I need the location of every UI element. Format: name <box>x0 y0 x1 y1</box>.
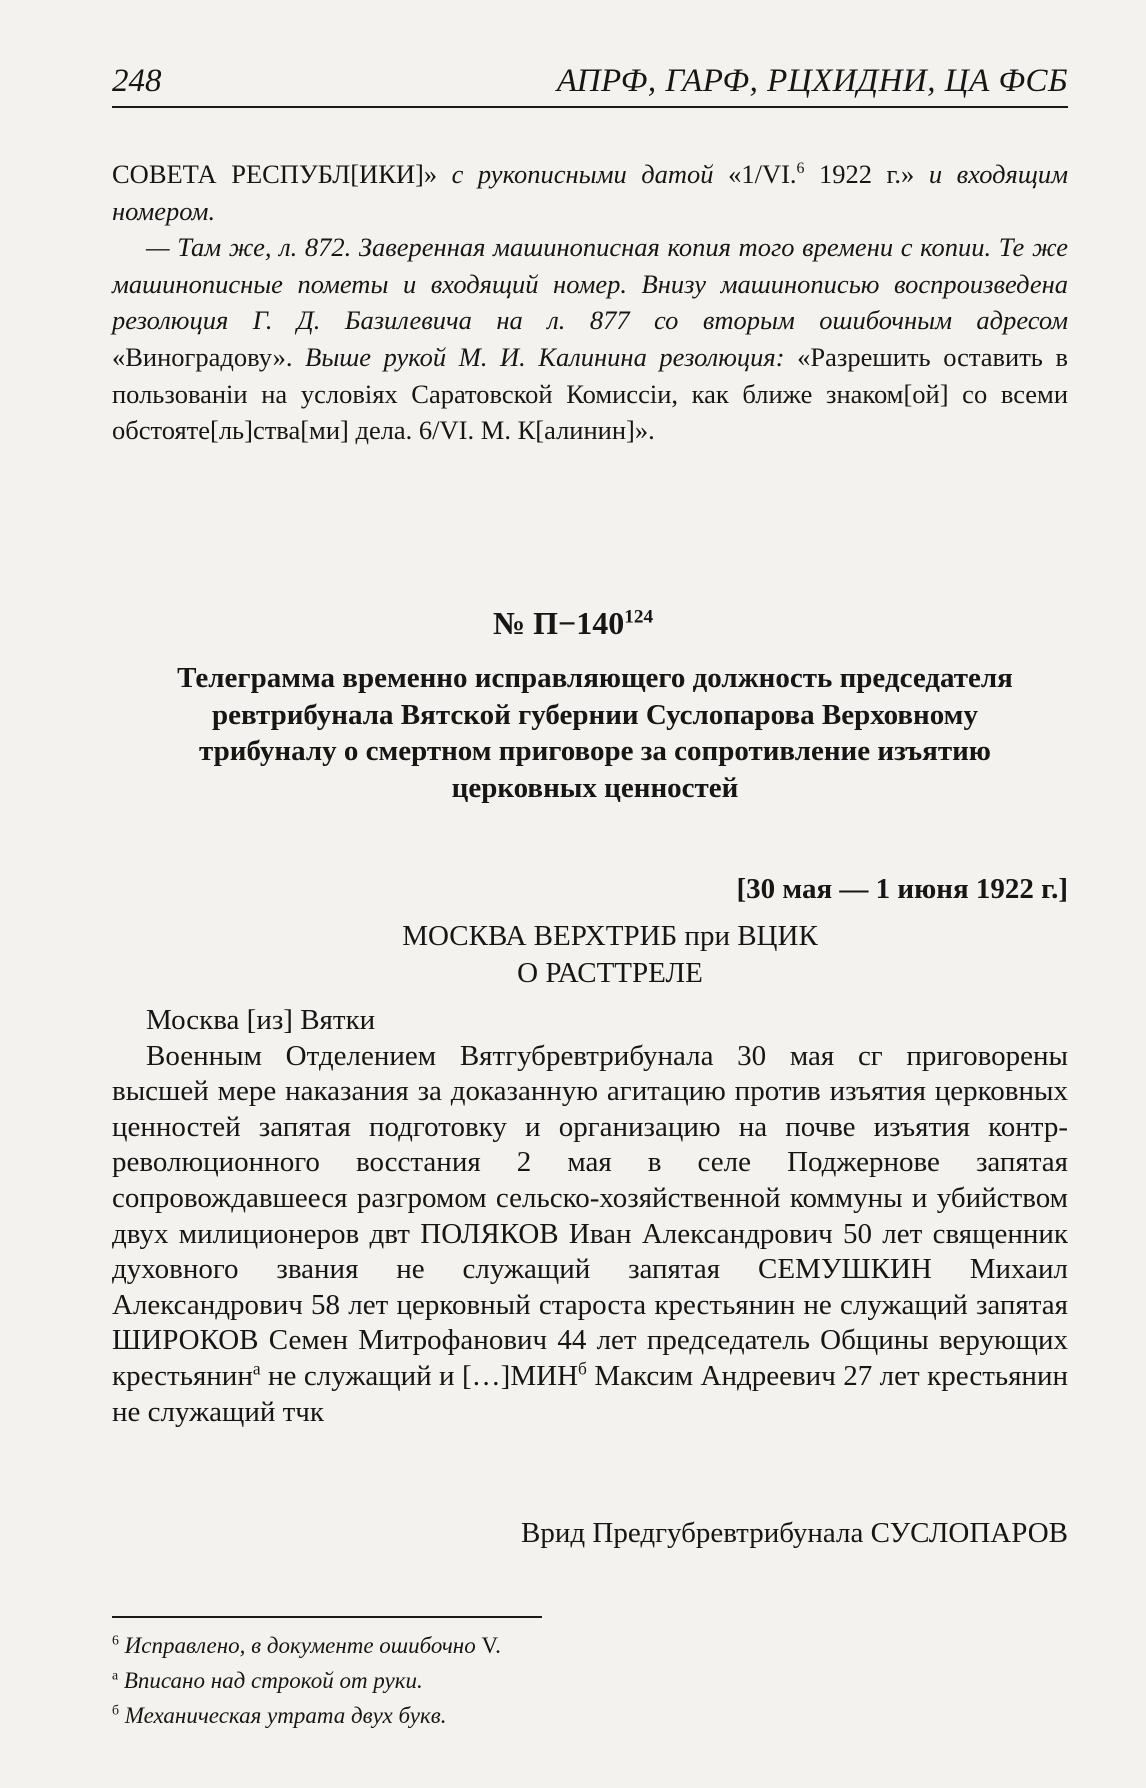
document-title: Телеграмма временно исправляющего должность председателя ревтрибунала Вятской губернии Суслопарова Верховному трибуналу о смертном приговоре за сопротивление изъятию церковных ценностей <box>177 662 1013 804</box>
telegram-text: Военным Отделением Вятгубревтрибунала 30 мая сг приговорены высшей мере наказания за доказанную агитацию против изъятия церковных ценностей запятая подготовку и организацию на почве изъятия контр-революционного восстания 2 мая в селе Поджернове запятая сопровождавшееся разгромом сельско-хозяйственной коммуны и убийством двух милиционеров двт ПОЛЯКОВ Иван Александрович 50 лет священник духовного звания не служащий запятая СЕМУШКИН Михаил Александрович 58 лет церковный староста крестьянин не служащий запятая ШИРОКОВ Семен Митрофанович 44 лет председатель Общины верующих крестьянин$^а$ не служащий и $[\dots]МИН^б$ Максим Андреевич 27 лет крестьянин не служащий тчк <box>112 1039 1068 1428</box>
telegram-body <box>112 1003 1068 1430</box>
footnote: $^а$ Вписано над строкой от руки. <box>112 1667 423 1693</box>
document-date: [30 мая — 1 июня 1922 г.] <box>736 873 1068 905</box>
telegram-subject: О РАСТТРЕЛЕ <box>517 957 703 989</box>
signature: Врид Предгубревтрибунала СУСЛОПАРОВ <box>521 1517 1068 1549</box>
note-paragraph-2: — Там же, л. 872. Заверенная машинописная копия того времени с копии. Те же машинописные пометы и входящий номер. Внизу машинописью воспроизведена резолюция Г. Д. Базилевича на л. 877 со вторым ошибочным адресом «Виноградову». Выше рукой М. И. Калинина резолюция: «Разрешить оставить в пользованiи на условiях Саратовской Комиссiи, как ближе знаком[ой] со всеми обстояте[ль]ства[ми] дела. 6/VI. М. К[алинин]». <box>112 232 1068 446</box>
document-number: № $П-140^{124}$ <box>492 605 654 641</box>
archival-note <box>112 156 1068 449</box>
running-title: АПРФ, ГАРФ, РЦХИДНИ, ЦА ФСБ <box>556 63 1068 99</box>
footnote: $^6$ Исправлено, в документе ошибочно V. <box>112 1632 501 1658</box>
telegram-from: Москва [из] Вятки <box>146 1004 376 1036</box>
note-paragraph-1: СОВЕТА РЕСПУБЛ[ИКИ]» с рукописными датой «1/VI.$^6$ 1922 г.» и входящим номером. <box>112 159 1068 226</box>
footnotes <box>112 1628 1012 1733</box>
page-number: 248 <box>112 63 162 99</box>
footnote-divider <box>112 1616 542 1618</box>
running-head <box>112 58 1068 108</box>
footnote: $^б$ Механическая утрата двух букв. <box>112 1702 447 1728</box>
telegram-address: МОСКВА ВЕРХТРИБ при ВЦИК <box>402 920 818 952</box>
